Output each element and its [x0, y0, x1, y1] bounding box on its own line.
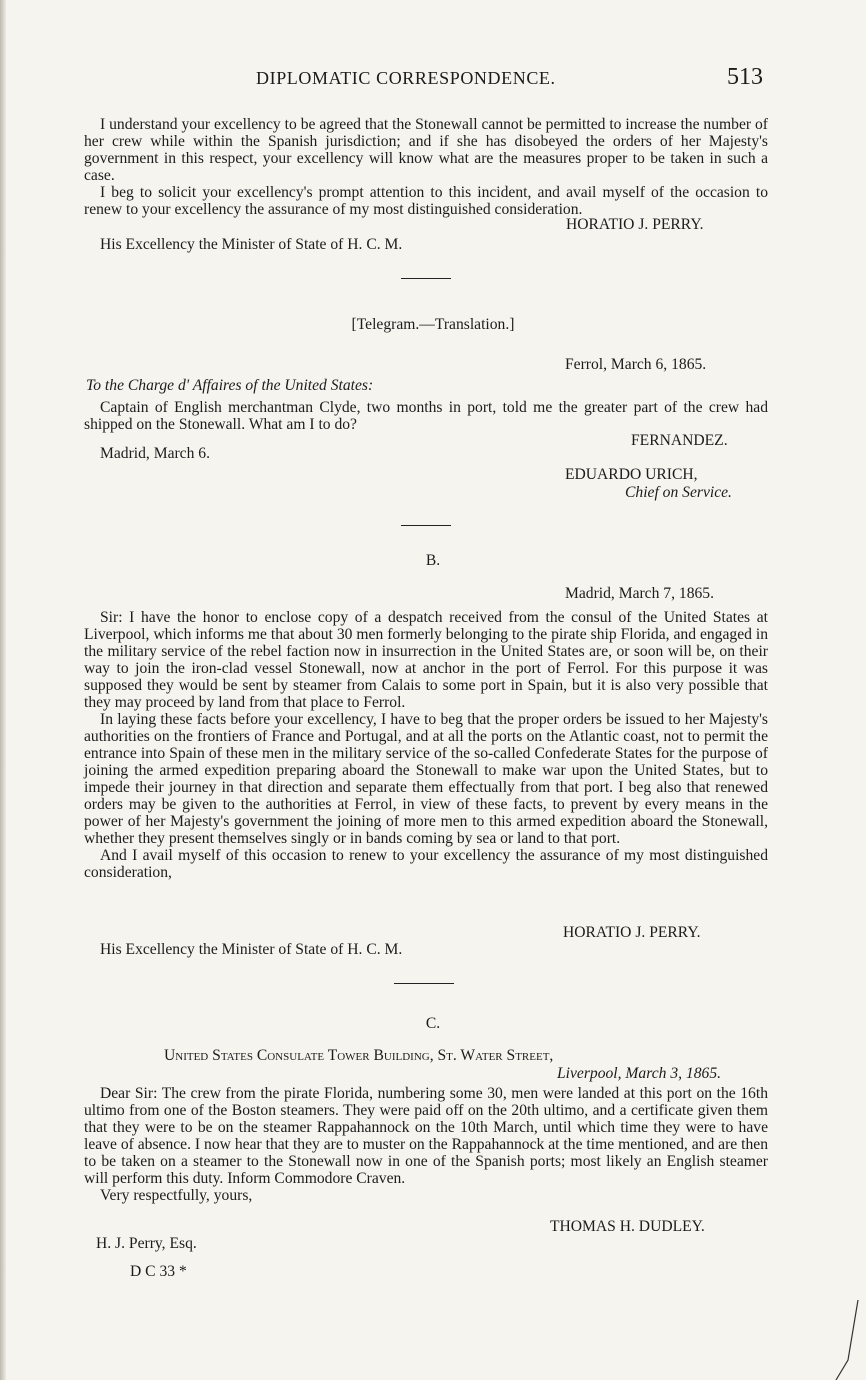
section-divider	[401, 278, 451, 279]
paragraph: I beg to solicit your excellency's prompt attention to this incident, and avail myself of the occasion to renew to your excellency the assurance of my most distinguished consideration.	[84, 184, 768, 218]
signature: FERNANDEZ.	[631, 432, 728, 449]
page-number: 513	[727, 64, 763, 90]
addressee: H. J. Perry, Esq.	[96, 1235, 197, 1252]
letter-body	[84, 609, 768, 881]
section-divider	[401, 525, 451, 526]
closing: Very respectfully, yours,	[100, 1187, 253, 1204]
page-edge-shadow	[0, 0, 6, 1380]
paragraph: In laying these facts before your excellency, I have to beg that the proper orders be issued to her Majesty's authorities on the frontiers of France and Portugal, and at all the ports on the Atlantic coast, not to permit the entrance into Spain of these men in the military service of the so-called Confederate States for the purpose of joining the armed expedition preparing aboard the Stonewall to make war upon the United States, but to impede their journey in that direction and separate them effectually from that port. I beg also that renewed orders may be given to the authorities at Ferrol, in view of these facts, to prevent by every means in the power of her Majesty's government the joining of more men to this armed expedition aboard the Stonewall, whether they present themselves singly or in bands coming by sea or land to that port.	[84, 711, 768, 847]
running-head	[0, 64, 866, 94]
signature: THOMAS H. DUDLEY.	[550, 1218, 705, 1235]
dateline: Madrid, March 7, 1865.	[565, 585, 714, 602]
section-letter: B.	[425, 552, 441, 569]
running-head-title: DIPLOMATIC CORRESPONDENCE.	[256, 68, 556, 88]
telegram-body	[84, 399, 768, 433]
letterhead: United States Consulate Tower Building, St. Water Street,	[164, 1047, 554, 1064]
telegram-heading: [Telegram.—Translation.]	[351, 316, 515, 333]
signature: HORATIO J. PERRY.	[566, 216, 704, 233]
dateline: Ferrol, March 6, 1865.	[565, 356, 707, 373]
signature-title: Chief on Service.	[625, 484, 732, 501]
signature: EDUARDO URICH,	[565, 466, 698, 483]
paragraph: And I avail myself of this occasion to renew to your excellency the assurance of my most distinguished consideration,	[84, 847, 768, 881]
letter-body	[84, 1085, 768, 1204]
letter-continuation	[84, 116, 768, 218]
paragraph: Captain of English merchantman Clyde, two months in port, told me the greater part of the crew had shipped on the Stonewall. What am I to do?	[84, 399, 768, 433]
dateline: Madrid, March 6.	[100, 445, 210, 462]
dateline: Liverpool, March 3, 1865.	[557, 1065, 722, 1082]
paragraph: Dear Sir: The crew from the pirate Florida, numbering some 30, men were landed at this port on the 16th ultimo from one of the Boston steamers. They were paid off on the 20th ultimo, and a certificate given them that they were to be on the steamer Rappahannock on the 10th March, until which time they were to have leave of absence. I now hear that they are to muster on the Rappahannock at the time mentioned, and are then to be taken on a steamer to the Stonewall now in one of the Spanish ports; most likely an English steamer will perform this duty. Inform Commodore Craven.	[84, 1085, 768, 1187]
section-divider	[394, 983, 454, 984]
paragraph: I understand your excellency to be agreed that the Stonewall cannot be permitted to increase the number of her crew while within the Spanish jurisdiction; and if she has disobeyed the orders of her Majesty's government in this respect, your excellency will know what are the measures proper to be taken in such a case.	[84, 116, 768, 184]
signature-mark: D C 33 *	[130, 1263, 187, 1280]
paragraph: Sir: I have the honor to enclose copy of a despatch received from the consul of the United States at Liverpool, which informs me that about 30 men formerly belonging to the pirate ship Florida, and engaged in the military service of the rebel faction now in insurrection in the United States are, or soon will be, on their way to join the iron-clad vessel Stonewall, now at anchor in the port of Ferrol. For this purpose it was supposed they would be sent by steamer from Calais to some port in Spain, but it is also very possible that they may proceed by land from that place to Ferrol.	[84, 609, 768, 711]
addressee: His Excellency the Minister of State of H. C. M.	[100, 236, 403, 253]
page-curl-mark	[826, 1300, 866, 1380]
signature: HORATIO J. PERRY.	[563, 924, 701, 941]
salutation: To the Charge d' Affaires of the United States:	[86, 377, 374, 394]
section-letter: C.	[425, 1015, 441, 1032]
addressee: His Excellency the Minister of State of H. C. M.	[100, 941, 403, 958]
